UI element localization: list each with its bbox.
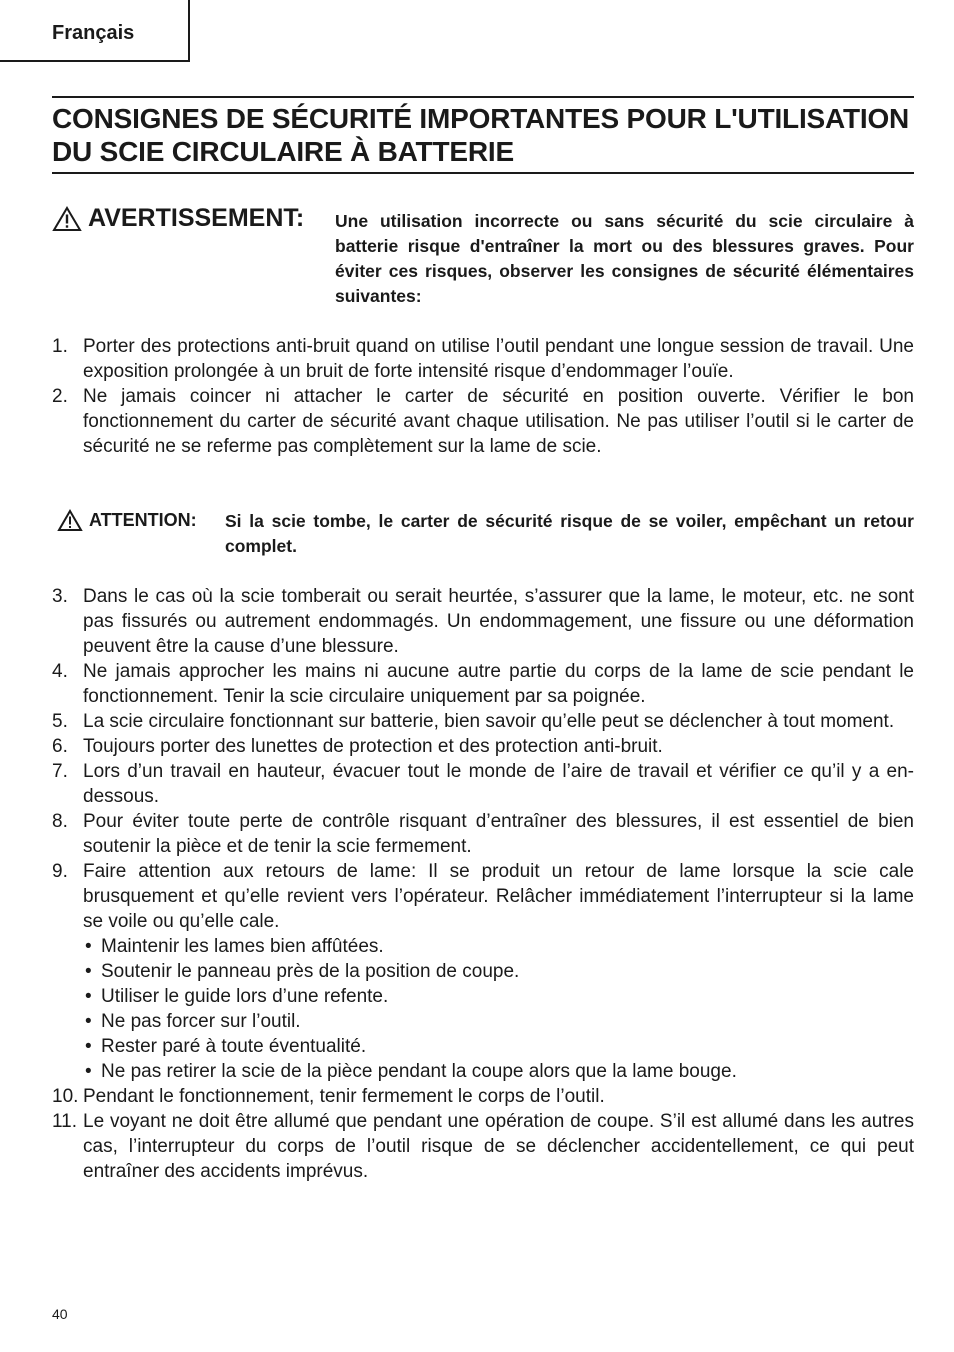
page-number: 40 (52, 1306, 68, 1322)
item-number: 9. (52, 861, 68, 882)
bullet-item (83, 934, 914, 959)
list-item (52, 759, 914, 809)
bullet-text: Ne pas forcer sur l’outil. (101, 1011, 301, 1032)
language-tab (0, 0, 190, 62)
bullet-text: Soutenir le panneau près de la position de coupe. (101, 961, 520, 982)
item-number: 6. (52, 736, 68, 757)
item-number: 8. (52, 811, 68, 832)
bullet-marker: • (85, 961, 92, 982)
item-text: Dans le cas où la scie tomberait ou serait heurtée, s’assurer que la lame, le moteur, etc. ne sont pas fissurés ou autrement endommagés. Un endommagement, une fissure ou une déformation peuvent être la cause d’une blessure. (83, 586, 914, 657)
item-text: Toujours porter des lunettes de protection et des protection anti-bruit. (83, 736, 663, 757)
list-item (52, 1109, 914, 1184)
list-item (52, 334, 914, 384)
bullet-item (83, 984, 914, 1009)
item-number: 1. (52, 336, 68, 357)
caution-label: ATTENTION: (89, 510, 197, 530)
item-number: 3. (52, 586, 68, 607)
item-number: 10. (52, 1086, 79, 1107)
list-item (52, 659, 914, 709)
item-number: 5. (52, 711, 68, 732)
bullet-item (83, 1009, 914, 1034)
safety-list-part-2 (52, 584, 914, 1184)
language-label: Français (52, 22, 135, 44)
title-line-1: CONSIGNES DE SÉCURITÉ IMPORTANTES POUR L'UTILISATION (52, 103, 910, 134)
list-item (52, 584, 914, 659)
item-number: 11. (52, 1111, 78, 1132)
list-item (52, 384, 914, 459)
item-text: Ne jamais approcher les mains ni aucune autre partie du corps de la lame de scie pendant le fonctionnement. Tenir la scie circulaire uniquement par sa poignée. (83, 661, 914, 707)
warning-triangle-icon (57, 509, 83, 532)
warning-heading (52, 204, 304, 233)
item-text: Pour éviter toute perte de contrôle risquant d’entraîner des blessures, il est essentiel de bien soutenir la pièce et de tenir la scie fermement. (83, 811, 914, 857)
bullet-text: Ne pas retirer la scie de la pièce pendant la coupe alors que la lame bouge. (101, 1061, 737, 1082)
page-title (52, 96, 914, 174)
bullet-marker: • (85, 1061, 92, 1082)
item-text: Ne jamais coincer ni attacher le carter de sécurité en position ouverte. Vérifier le bon fonctionnement du carter de sécurité avant chaque utilisation. Ne pas utiliser l’outil si le carter de sécurité ne se referme pas complètement sur la lame de scie. (83, 386, 914, 457)
bullet-item (83, 1059, 914, 1084)
warning-label: AVERTISSEMENT: (88, 204, 305, 232)
list-item (52, 809, 914, 859)
bullet-text: Maintenir les lames bien affûtées. (101, 936, 384, 957)
item-number: 4. (52, 661, 68, 682)
bullet-item (83, 1034, 914, 1059)
safety-list-part-1 (52, 334, 914, 459)
item-text: Le voyant ne doit être allumé que pendant une opération de coupe. S’il est allumé dans les autres cas, l’interrupteur du corps de l’outil risque de se déclencher accidentellement, ce qui peut entraîner des accidents imprévus. (83, 1111, 914, 1182)
item-number: 7. (52, 761, 68, 782)
list-item (52, 709, 914, 734)
list-item (52, 734, 914, 759)
warning-text: Une utilisation incorrecte ou sans sécurité du scie circulaire à batterie risque d'entraîner la mort ou des blessures graves. Pour éviter ces risques, observer les consignes de sécurité élémentaires suivantes: (335, 211, 914, 306)
item-text: Pendant le fonctionnement, tenir fermement le corps de l’outil. (83, 1086, 605, 1107)
list-item (52, 859, 914, 1084)
item-text: La scie circulaire fonctionnant sur batterie, bien savoir qu’elle peut se déclencher à tout moment. (83, 711, 895, 732)
bullet-item (83, 959, 914, 984)
bullet-text: Rester paré à toute éventualité. (101, 1036, 367, 1057)
bullet-text: Utiliser le guide lors d’une refente. (101, 986, 389, 1007)
kickback-tips-list (83, 934, 914, 1084)
bullet-marker: • (85, 986, 92, 1007)
bullet-marker: • (85, 936, 92, 957)
item-text: Porter des protections anti-bruit quand on utilise l’outil pendant une longue session de travail. Une exposition prolongée à un bruit de forte intensité risque d’endommager l’ouïe. (83, 336, 914, 382)
list-item (52, 1084, 914, 1109)
warning-triangle-icon (52, 206, 82, 232)
caution-text: Si la scie tombe, le carter de sécurité risque de se voiler, empêchant un retour complet. (225, 511, 914, 556)
bullet-marker: • (85, 1011, 92, 1032)
item-text: Lors d’un travail en hauteur, évacuer tout le monde de l’aire de travail et vérifier ce qu’il y a en-dessous. (83, 761, 914, 807)
caution-heading (57, 509, 197, 532)
item-text: Faire attention aux retours de lame: Il se produit un retour de lame lorsque la scie cale brusquement et qu’elle revient vers l’opérateur. Relâcher immédiatement l’interrupteur si la lame se voile ou qu’elle cale. (83, 861, 914, 932)
item-number: 2. (52, 386, 68, 407)
bullet-marker: • (85, 1036, 92, 1057)
title-line-2: DU SCIE CIRCULAIRE À BATTERIE (52, 136, 514, 167)
